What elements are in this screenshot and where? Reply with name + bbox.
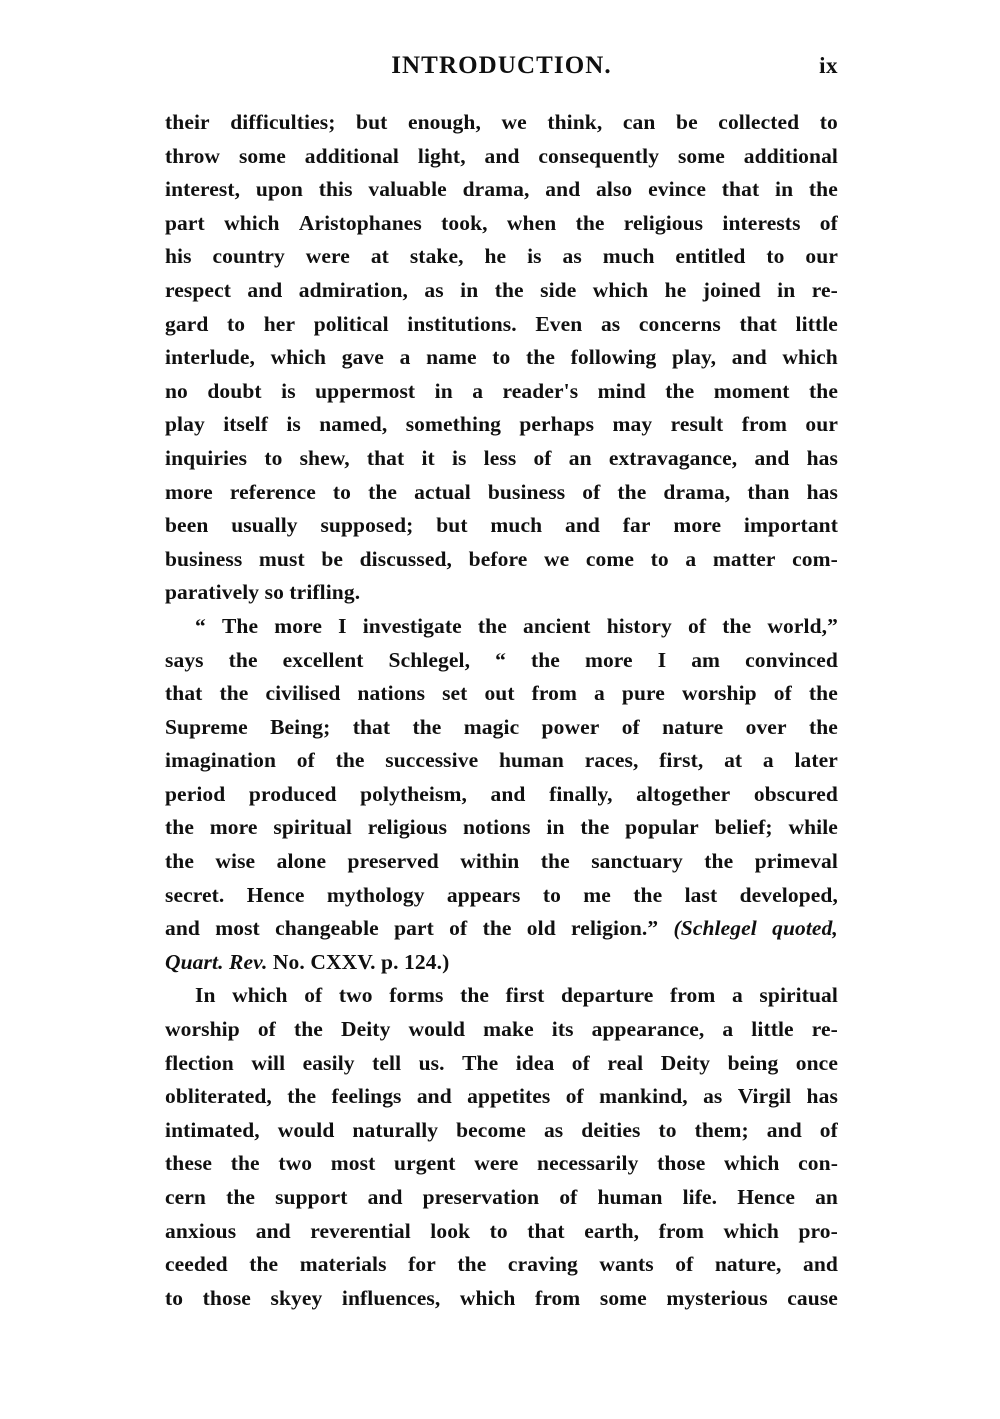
text-line: these the two most urgent were necessarily those which con- xyxy=(165,1151,838,1176)
text-line: imagination of the successive human races, first, at a later xyxy=(165,748,838,773)
text-line: ceeded the materials for the craving wants of nature, and xyxy=(165,1252,838,1277)
text-line: “ The more I investigate the ancient history of the world,” xyxy=(195,613,838,638)
text-line: his country were at stake, he is as much entitled to our xyxy=(165,244,838,269)
text-line: cern the support and preservation of human life. Hence an xyxy=(165,1185,838,1209)
page-number: ix xyxy=(819,53,838,78)
text-line: paratively so trifling. xyxy=(165,580,361,605)
page-title: INTRODUCTION. xyxy=(391,52,612,79)
text-line: respect and admiration, as in the side which he joined in re- xyxy=(165,277,838,302)
text-line: inquiries to shew, that it is less of an extravagance, and has xyxy=(165,445,838,470)
text-line: Supreme Being; that the magic power of nature over the xyxy=(165,714,838,739)
paragraph-1 xyxy=(165,106,838,610)
text-line: interest, upon this valuable drama, and also evince that in the xyxy=(165,177,838,202)
text-line: intimated, would naturally become as deities to them; and of xyxy=(165,1117,838,1142)
text-line: part which Aristophanes took, when the religious interests of xyxy=(165,210,838,235)
text-line: secret. Hence mythology appears to me the last developed, xyxy=(165,882,838,907)
text-line: more reference to the actual business of the drama, than has xyxy=(165,479,838,504)
text-line: worship of the Deity would make its appearance, a little re- xyxy=(165,1017,838,1042)
text-line: no doubt is uppermost in a reader's mind the moment the xyxy=(165,378,838,403)
running-head xyxy=(165,52,838,88)
text-line: In which of two forms the first departure from a spiritual xyxy=(195,983,838,1008)
text-line: to those skyey influences, which from some mysterious cause xyxy=(165,1285,838,1310)
text-line: obliterated, the feelings and appetites of mankind, as Virgil has xyxy=(165,1084,838,1109)
text-line: throw some additional light, and consequently some additional xyxy=(165,143,838,168)
text-line: the wise alone preserved within the sanctuary the primeval xyxy=(165,849,838,874)
paragraph-2-quotation xyxy=(165,610,838,980)
text-line: that the civilised nations set out from a pure worship of the xyxy=(165,681,838,706)
text-line-citation: and most changeable part of the old religion.” (Schlegel quoted, xyxy=(165,916,838,941)
text-line: their difficulties; but enough, we think, can be collected to xyxy=(165,110,838,134)
text-line: been usually supposed; but much and far more important xyxy=(165,513,838,538)
citation-journal: Quart. Rev. xyxy=(165,949,268,974)
text-line: says the excellent Schlegel, “ the more I am convinced xyxy=(165,647,838,672)
text-line: the more spiritual religious notions in the popular belief; while xyxy=(165,815,838,840)
body-text-block xyxy=(165,106,838,1315)
paragraph-3 xyxy=(165,979,838,1315)
text-line: play itself is named, something perhaps may result from our xyxy=(165,412,838,437)
text-line: anxious and reverential look to that earth, from which pro- xyxy=(165,1218,838,1243)
text-line: flection will easily tell us. The idea of real Deity being once xyxy=(165,1050,838,1075)
text-line: interlude, which gave a name to the following play, and which xyxy=(165,345,838,370)
text-line-citation-end xyxy=(165,946,838,980)
citation-reference: No. CXXV. p. 124.) xyxy=(272,949,450,974)
text-line: period produced polytheism, and finally, altogether obscured xyxy=(165,781,838,806)
text-line: gard to her political institutions. Even as concerns that little xyxy=(165,311,838,336)
text-line: business must be discussed, before we come to a matter com- xyxy=(165,546,838,571)
